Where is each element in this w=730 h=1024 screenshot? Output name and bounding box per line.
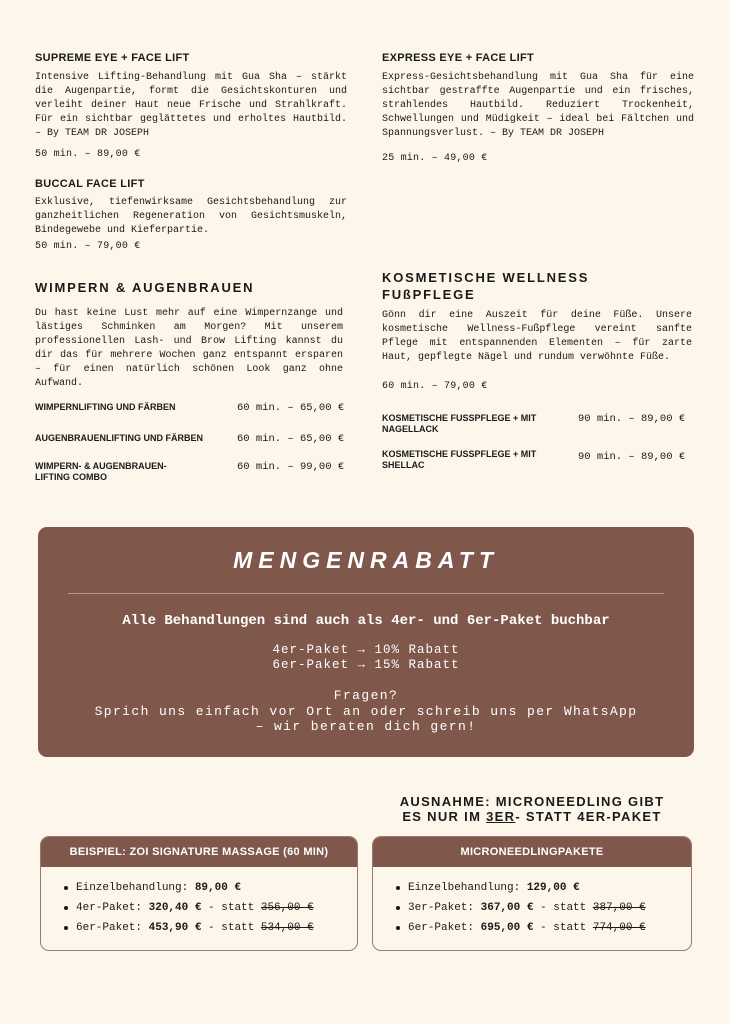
row-label-wimpernlifting: WIMPERNLIFTING UND FÄRBEN <box>35 402 176 412</box>
microneedling-card-title: MICRONEEDLINGPAKETE <box>373 837 691 867</box>
beispiel-card <box>40 836 358 951</box>
service-description-supreme: Intensive Lifting-Behandlung mit Gua Sha – stärkt die Augenpartie, formt die Gesichtskonturen und verleiht deiner Haut neue Frische und Strahlkraft. Für ein sichtbar geglättetes und erholtes Hautbild. – By TEAM DR JOSEPH <box>35 72 347 139</box>
item-label: 6er-Paket: <box>76 922 149 934</box>
microneedling-card <box>372 836 692 951</box>
list-item <box>76 878 357 898</box>
item-old-price: 774,00 € <box>592 922 646 934</box>
mengenrabatt-contact-line2: – wir beraten dich gern! <box>255 719 477 734</box>
row-label-shellac: KOSMETISCHE FUSSPFLEGE + MIT SHELLAC <box>382 449 537 470</box>
item-label: Einzelbehandlung: <box>408 882 527 894</box>
item-statt: - statt <box>533 902 593 914</box>
service-title-express: EXPRESS EYE + FACE LIFT <box>382 52 535 64</box>
row-price-augenbrauenlifting: 60 min. – 65,00 € <box>237 433 345 445</box>
row-label-nagellack: KOSMETISCHE FUSSPFLEGE + MIT NAGELLACK <box>382 413 537 434</box>
item-old-price: 534,00 € <box>260 922 314 934</box>
beispiel-card-title: BEISPIEL: ZOI SIGNATURE MASSAGE (60 MIN) <box>41 837 357 867</box>
row-label-augenbrauenlifting: AUGENBRAUENLIFTING UND FÄRBEN <box>35 433 203 443</box>
item-old-price: 387,00 € <box>592 902 646 914</box>
list-item <box>408 878 691 898</box>
service-price-express: 25 min. – 49,00 € <box>382 153 488 164</box>
list-item <box>76 918 357 938</box>
ausnahme-line2-underlined: 3ER <box>486 809 516 824</box>
item-old-price: 356,00 € <box>260 902 314 914</box>
ausnahme-line2-pre: ES NUR IM <box>402 809 487 824</box>
item-value: 367,00 € <box>480 902 534 914</box>
service-price-supreme: 50 min. – 89,00 € <box>35 149 141 160</box>
section-description-wimpern: Du hast keine Lust mehr auf eine Wimpernzange und lästiges Schminken am Morgen? Mit unserem professionellen Lash- und Brow Lifting kannst du dir das für mehrere Wochen ganz entspannt ersparen – für einen natürlich schönen Look ganz ohne Aufwand. <box>35 308 343 389</box>
item-value: 695,00 € <box>480 922 534 934</box>
ausnahme-line1: AUSNAHME: MICRONEEDLING GIBT <box>399 794 665 809</box>
item-value: 320,40 € <box>148 902 202 914</box>
ausnahme-line2-post: - STATT 4ER-PAKET <box>515 809 662 824</box>
item-value: 453,90 € <box>148 922 202 934</box>
item-label: 3er-Paket: <box>408 902 481 914</box>
row-price-shellac: 90 min. – 89,00 € <box>578 451 686 463</box>
mengenrabatt-question: Fragen? <box>333 688 399 703</box>
service-title-buccal: BUCCAL FACE LIFT <box>35 178 145 190</box>
service-description-express: Express-Gesichtsbehandlung mit Gua Sha für eine sichtbar gestraffte Augenpartie und ein frisches, strahlendes Hautbild. Reduziert Trockenheit, Schwellungen und Müdigkeit – ideal bei Fältchen und Spannungsverlust. – By TEAM DR JOSEPH <box>382 72 694 139</box>
item-statt: - statt <box>201 922 261 934</box>
row-price-combo: 60 min. – 99,00 € <box>237 461 345 473</box>
mengenrabatt-subtitle: Alle Behandlungen sind auch als 4er- und 6er-Paket buchbar <box>122 613 610 629</box>
microneedling-card-list <box>373 867 691 938</box>
service-price-buccal: 50 min. – 79,00 € <box>35 241 141 252</box>
mengenrabatt-divider <box>68 593 664 594</box>
list-item <box>76 898 357 918</box>
item-label: 6er-Paket: <box>408 922 481 934</box>
row-price-wimpernlifting: 60 min. – 65,00 € <box>237 402 345 414</box>
item-value: 89,00 € <box>194 882 242 894</box>
item-value: 129,00 € <box>526 882 580 894</box>
beispiel-card-list <box>41 867 357 938</box>
item-statt: - statt <box>533 922 593 934</box>
section-description-fusspflege: Gönn dir eine Auszeit für deine Füße. Unsere kosmetische Wellness-Fußpflege vereint sanfte Pflege mit entspannenden Elementen – für zarte Haut, gepflegte Nägel und rundum verwöhnte Füße. <box>382 310 692 363</box>
item-statt: - statt <box>201 902 261 914</box>
section-title-wimpern: WIMPERN & AUGENBRAUEN <box>35 280 255 295</box>
item-label: Einzelbehandlung: <box>76 882 195 894</box>
list-item <box>408 898 691 918</box>
list-item <box>408 918 691 938</box>
mengenrabatt-6er: 6er-Paket → 15% Rabatt <box>272 658 460 672</box>
item-label: 4er-Paket: <box>76 902 149 914</box>
service-title-supreme: SUPREME EYE + FACE LIFT <box>35 52 190 64</box>
mengenrabatt-box <box>38 527 694 757</box>
section-price-fusspflege: 60 min. – 79,00 € <box>382 381 488 392</box>
mengenrabatt-contact-line1: Sprich uns einfach vor Ort an oder schreib uns per WhatsApp <box>94 704 638 719</box>
ausnahme-line2 <box>372 809 692 824</box>
mengenrabatt-title: MENGENRABATT <box>233 547 499 573</box>
row-price-nagellack: 90 min. – 89,00 € <box>578 413 686 425</box>
section-title-fusspflege: KOSMETISCHE WELLNESS FUßPFLEGE <box>382 270 590 302</box>
ausnahme-heading <box>372 794 692 824</box>
mengenrabatt-4er: 4er-Paket → 10% Rabatt <box>272 643 460 657</box>
row-label-combo: WIMPERN- & AUGENBRAUEN-LIFTING COMBO <box>35 461 167 482</box>
service-description-buccal: Exklusive, tiefenwirksame Gesichtsbehandlung zur ganzheitlichen Regeneration von Gesichtsmuskeln, Bindegewebe und Kieferpartie. <box>35 197 347 236</box>
